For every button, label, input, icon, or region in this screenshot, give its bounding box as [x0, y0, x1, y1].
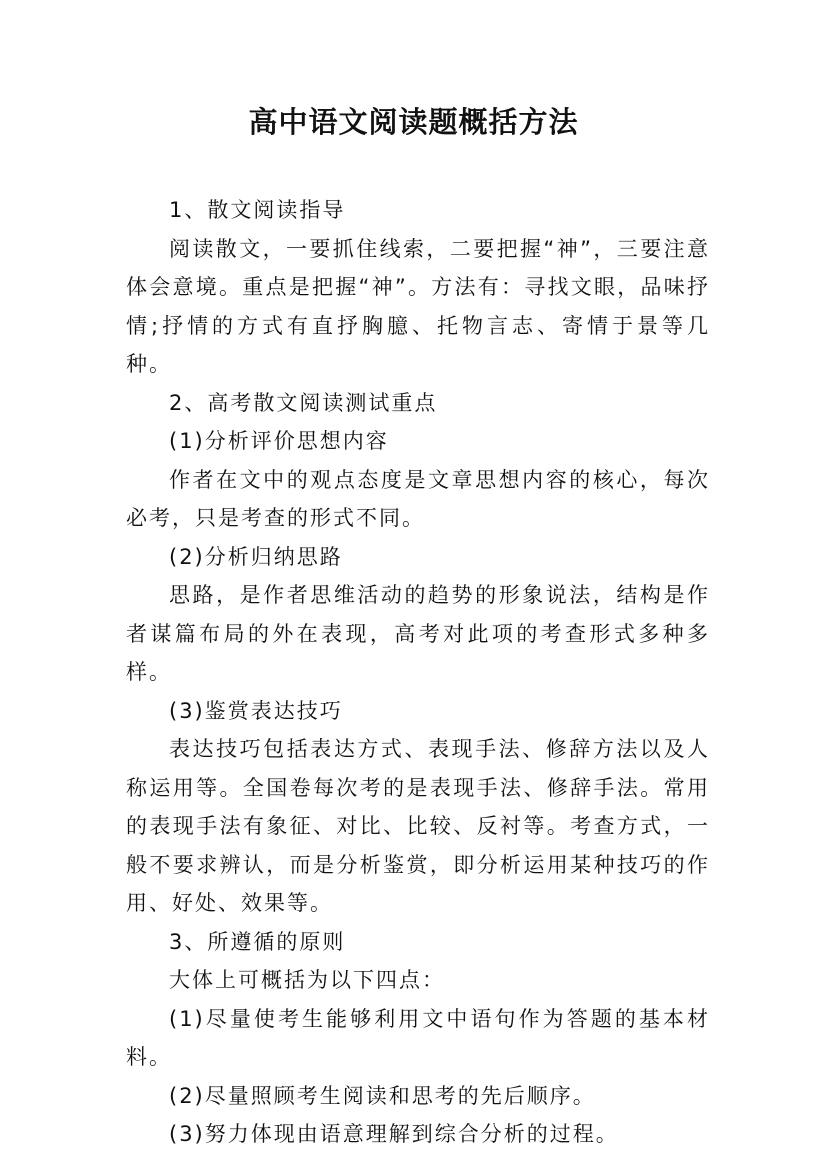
section-heading-principles: 3、所遵循的原则: [169, 929, 346, 954]
paragraph-content-analysis: 作者在文中的观点态度是文章思想内容的核心，每次必考，只是考查的形式不同。: [126, 467, 710, 530]
subheading-expression-techniques: (3)鉴赏表达技巧: [169, 698, 343, 723]
paragraph-expression-techniques: 表达技巧包括表达方式、表现手法、修辞方法以及人称运用等。全国卷每次考的是表现手法、修辞手法。常用的表现手法有象征、对比、比较、反衬等。考查方式，一般不要求辨认，而是分析鉴赏，即分析运用某种技巧的作用、好处、效果等。: [126, 737, 710, 915]
list-item-principle-2: (2)尽量照顾考生阅读和思考的先后顺序。: [169, 1083, 596, 1108]
section-heading-exam-focus: 2、高考散文阅读测试重点: [169, 390, 438, 415]
subheading-content-analysis: (1)分析评价思想内容: [169, 429, 389, 453]
subheading-thought-analysis: (2)分析归纳思路: [169, 544, 343, 569]
paragraph-prose-reading: 阅读散文，一要抓住线索，二要把握“神”，三要注意体会意境。重点是把握“神”。方法有：寻找文眼，品味抒情;抒情的方式有直抒胸臆、托物言志、寄情于景等几种。: [126, 236, 710, 376]
list-item-principle-3: (3)努力体现由语意理解到综合分析的过程。: [169, 1122, 619, 1146]
list-item-principle-1: (1)尽量使考生能够利用文中语句作为答题的基本材料。: [126, 1006, 710, 1069]
section-heading-prose-guide: 1、散文阅读指导: [169, 198, 346, 222]
document-body: [126, 191, 710, 1154]
paragraph-thought-analysis: 思路，是作者思维活动的趋势的形象说法，结构是作者谋篇布局的外在表现，高考对此项的考查形式多种多样。: [126, 583, 710, 684]
paragraph-principles-intro: 大体上可概括为以下四点：: [169, 968, 445, 992]
document-title: 高中语文阅读题概括方法: [248, 105, 579, 139]
